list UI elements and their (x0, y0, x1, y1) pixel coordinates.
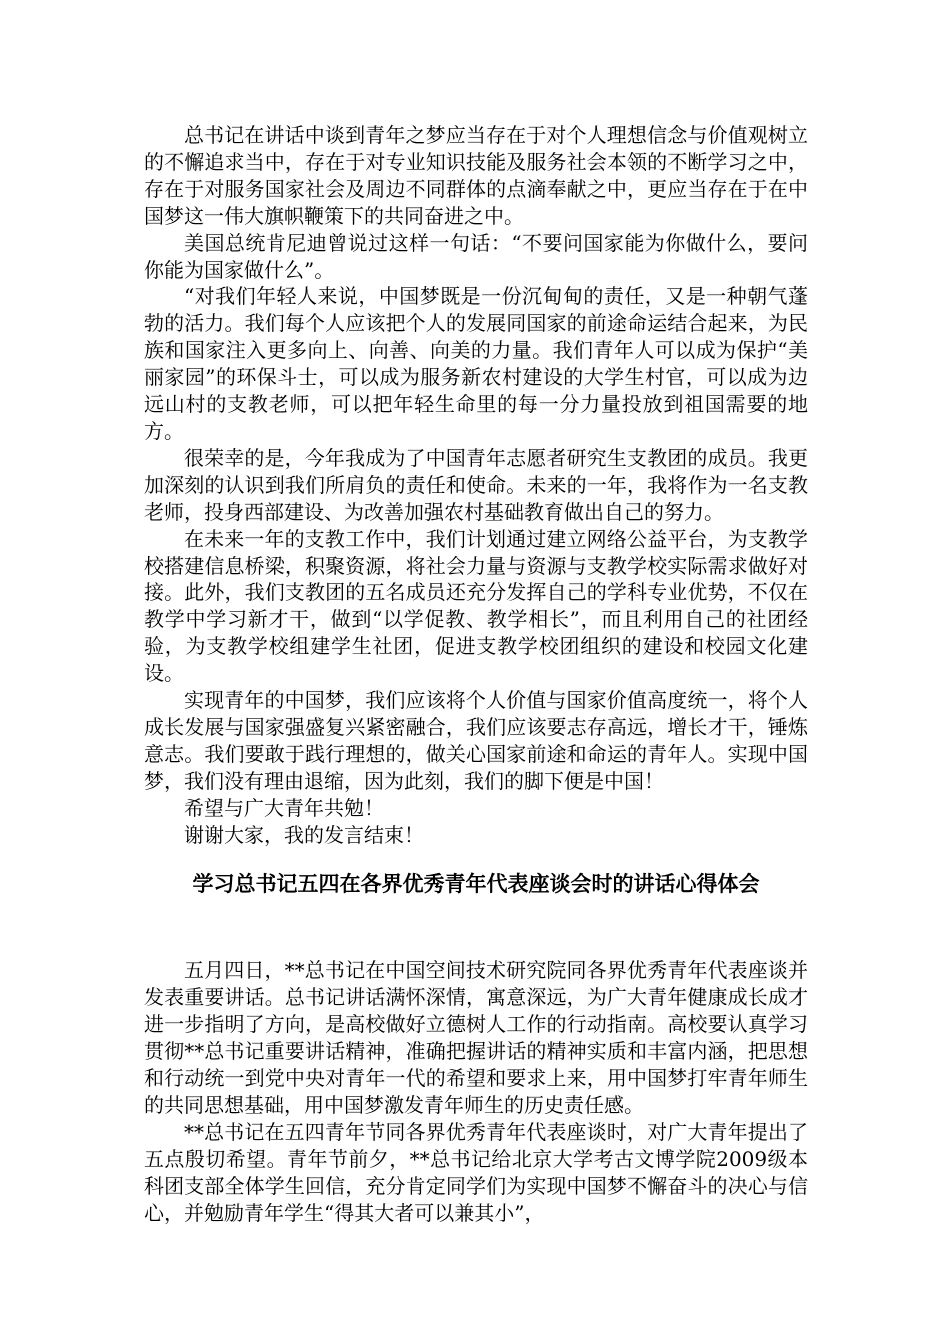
paragraph: “对我们年轻人来说，中国梦既是一份沉甸甸的责任，又是一种朝气蓬勃的活力。我们每个人应该把个人的发展同国家的前途命运结合起来，为民族和国家注入更多向上、向善、向美的力量。我们青年人可以成为保护“美丽家园”的环保斗士，可以成为服务新农村建设的大学生村官，可以成为边远山村的支教老师，可以把年轻生命里的每一分力量投放到祖国需要的地方。 (144, 284, 808, 443)
paragraph: 谢谢大家，我的发言结束！ (184, 822, 424, 847)
paragraph: 希望与广大青年共勉！ (184, 795, 384, 820)
essay-section (144, 957, 808, 1226)
paragraph: 实现青年的中国梦，我们应该将个人价值与国家价值高度统一，将个人成长发展与国家强盛复兴紧密融合，我们应该要志存高远，增长才干，锤炼意志。我们要敢于践行理想的，做关心国家前途和命运的青年人。实现中国梦，我们没有理由退缩，因为此刻，我们的脚下便是中国！ (144, 688, 808, 793)
paragraph: 在未来一年的支教工作中，我们计划通过建立网络公益平台，为支教学校搭建信息桥梁，积聚资源，将社会力量与资源与支教学校实际需求做好对接。此外，我们支教团的五名成员还充分发挥自己的学科专业优势，不仅在教学中学习新才干，做到“以学促教、教学相长”，而且利用自己的社团经验，为支教学校组建学生社团，促进支教学校团组织的建设和校园文化建设。 (144, 526, 808, 686)
section-title: 学习总书记五四在各界优秀青年代表座谈会时的讲话心得体会 (192, 872, 760, 897)
paragraph: 美国总统肯尼迪曾说过这样一句话：“不要问国家能为你做什么，要问你能为国家做什么”。 (144, 230, 808, 282)
document-page (144, 122, 808, 1227)
paragraph: **总书记在五四青年节同各界优秀青年代表座谈时，对广大青年提出了五点殷切希望。青年节前夕，**总书记给北京大学考古文博学院2009级本科团支部全体学生回信，充分肯定同学们为实现中国梦不懈奋斗的决心与信心，并勉励青年学生“得其大者可以兼其小”， (144, 1119, 808, 1225)
paragraph: 很荣幸的是，今年我成为了中国青年志愿者研究生支教团的成员。我更加深刻的认识到我们所肩负的责任和使命。未来的一年，我将作为一名支教老师，投身西部建设、为改善加强农村基础教育做出自己的努力。 (144, 445, 808, 524)
speech-section (144, 122, 808, 848)
paragraph: 五月四日，**总书记在中国空间技术研究院同各界优秀青年代表座谈并发表重要讲话。总书记讲话满怀深情，寓意深远，为广大青年健康成长成才进一步指明了方向，是高校做好立德树人工作的行动指南。高校要认真学习贯彻**总书记重要讲话精神，准确把握讲话的精神实质和丰富内涵，把思想和行动统一到党中央对青年一代的希望和要求上来，用中国梦打牢青年师生的共同思想基础，用中国梦激发青年师生的历史责任感。 (144, 958, 808, 1117)
paragraph: 总书记在讲话中谈到青年之梦应当存在于对个人理想信念与价值观树立的不懈追求当中，存在于对专业知识技能及服务社会本领的不断学习之中，存在于对服务国家社会及周边不同群体的点滴奉献之中，更应当存在于在中国梦这一伟大旗帜鞭策下的共同奋进之中。 (144, 123, 808, 228)
